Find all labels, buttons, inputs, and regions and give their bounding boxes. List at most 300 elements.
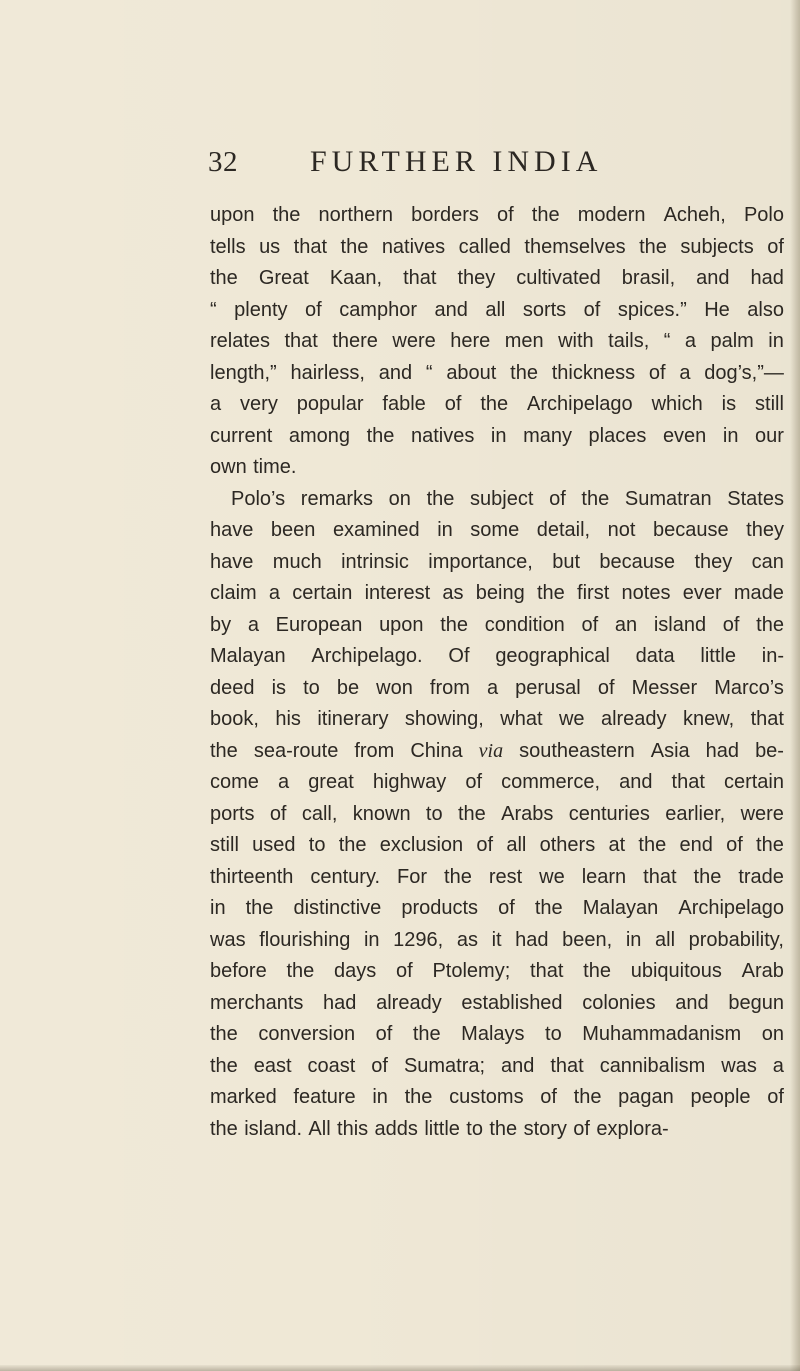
word: had [705, 739, 740, 762]
word: spices.” [617, 298, 687, 321]
word: the [210, 1023, 238, 1045]
word: in [437, 519, 453, 541]
word: deed [210, 676, 255, 699]
word: the [444, 865, 472, 888]
word: Polo [743, 204, 784, 226]
word: southeastern [519, 739, 635, 762]
word: Great [258, 267, 309, 289]
word: a [277, 771, 290, 793]
word: but [552, 550, 581, 573]
word: from [429, 676, 470, 699]
word: subjects [680, 235, 754, 258]
word: the [340, 235, 369, 258]
word: certain [723, 771, 784, 793]
word: and [619, 771, 653, 793]
word: of [498, 897, 515, 919]
word: Polo’s [231, 487, 286, 510]
word: For [397, 865, 428, 888]
word: probability, [688, 928, 784, 951]
word: of [767, 1086, 784, 1108]
word: us [259, 235, 281, 258]
word: examined [332, 519, 420, 541]
word: to [425, 802, 443, 825]
word: the [756, 834, 784, 856]
word: 1296, [393, 928, 444, 951]
word: they [746, 519, 784, 541]
word: centuries [568, 802, 650, 825]
word: “ [663, 330, 671, 352]
word: European [275, 613, 363, 636]
word: rest [488, 865, 523, 888]
word: colonies [582, 991, 656, 1014]
word: exclusion [379, 834, 464, 856]
word: Malayan [582, 897, 659, 919]
word: Archipelago [678, 897, 784, 919]
word: Asia [650, 739, 690, 762]
word: palm [710, 330, 754, 352]
word: because [652, 519, 729, 541]
word: China [410, 739, 463, 762]
word: what [500, 708, 543, 730]
word: it [491, 928, 502, 951]
word: already [376, 991, 442, 1014]
text-line [210, 1051, 784, 1083]
word: still [755, 393, 784, 415]
word: the [534, 897, 563, 919]
word: all [506, 834, 527, 856]
word: all [485, 298, 506, 321]
word: remarks [300, 487, 374, 510]
word: the [531, 204, 560, 226]
word: learn [581, 865, 627, 888]
word: in [768, 330, 784, 352]
word: He [704, 298, 730, 321]
word: of [305, 298, 322, 321]
word: the [457, 802, 486, 825]
word: themselves [524, 235, 626, 258]
word: a [772, 1054, 784, 1077]
word: knew, [682, 708, 735, 730]
word: in- [761, 645, 784, 667]
word: days [334, 960, 377, 982]
word: tells [210, 235, 246, 258]
word: Of [448, 645, 470, 667]
word: the [510, 361, 538, 384]
word: established [461, 991, 563, 1014]
word: known [352, 802, 411, 825]
word: highway [372, 771, 447, 793]
word: Archipelago [527, 393, 633, 415]
word: via [478, 739, 504, 762]
word: an [614, 613, 638, 636]
word: in [490, 424, 507, 447]
word: that [284, 330, 318, 352]
text-line [210, 452, 784, 484]
word: the [581, 487, 610, 510]
text-line [210, 893, 784, 925]
word: time. [253, 456, 297, 478]
word: we [558, 708, 585, 730]
text-line [210, 862, 784, 894]
word: in [372, 1086, 388, 1108]
word: because [599, 550, 676, 573]
word: were [392, 330, 436, 352]
word: northern [318, 204, 393, 226]
word: be- [755, 739, 784, 762]
word: the [639, 235, 667, 258]
word: of [269, 802, 287, 825]
word: distinctive [293, 897, 382, 919]
word: brasil, [621, 267, 676, 289]
word: thirteenth [210, 865, 294, 888]
word: camphor [339, 298, 417, 321]
text-line [210, 421, 784, 453]
word: of [465, 771, 483, 793]
word: of [371, 1054, 388, 1077]
text-line [210, 830, 784, 862]
body-text [210, 200, 784, 1145]
word: is [271, 676, 287, 699]
word: and [675, 991, 709, 1014]
word: All [308, 1117, 331, 1140]
word: earlier, [665, 802, 726, 825]
word: current [210, 424, 273, 447]
word: story [523, 1117, 567, 1140]
text-line [210, 232, 784, 264]
word: that [643, 865, 677, 888]
word: and [434, 298, 468, 321]
word: that [750, 708, 784, 730]
word: was [721, 1054, 757, 1077]
word: “ [425, 361, 433, 384]
word: on [388, 487, 411, 510]
word: the [693, 865, 722, 888]
word: great [308, 771, 354, 793]
text-line [210, 484, 784, 516]
word: that [530, 960, 564, 982]
word: of [767, 235, 784, 258]
word: called [458, 235, 511, 258]
word: a [247, 613, 259, 636]
word: of [597, 676, 615, 699]
word: all [655, 928, 676, 951]
word: showing, [404, 708, 484, 730]
word: Malays [461, 1023, 525, 1045]
word: perusal [515, 676, 581, 699]
page-number: 32 [208, 146, 238, 178]
word: Arab [741, 960, 784, 982]
word: used [252, 834, 296, 856]
word: men [504, 330, 544, 352]
word: intrinsic [341, 550, 409, 573]
word: of [444, 393, 462, 415]
word: little [424, 1117, 460, 1140]
word: here [450, 330, 491, 352]
word: tails, [608, 330, 650, 352]
word: even [662, 424, 707, 447]
word: the [440, 613, 469, 636]
word: condition [484, 613, 565, 636]
text-line [210, 1019, 784, 1051]
word: cannibalism [599, 1054, 706, 1077]
word: conversion [258, 1023, 356, 1045]
word: thickness [551, 361, 636, 384]
word: Sumatra; [403, 1054, 486, 1077]
running-head: FURTHER INDIA [310, 145, 603, 178]
text-line [210, 736, 784, 768]
word: the [210, 1117, 238, 1140]
page-edge-shadow [790, 0, 800, 1371]
word: that [403, 267, 437, 289]
word: of [375, 1023, 393, 1045]
word: States [727, 487, 784, 510]
word: a [268, 582, 281, 604]
word: Marco’s [714, 676, 784, 699]
word: much [272, 550, 322, 573]
word: of [648, 361, 666, 384]
word: many [523, 424, 572, 447]
word: been [270, 519, 316, 541]
word: the [272, 204, 301, 226]
word: of [722, 613, 740, 636]
text-line [210, 200, 784, 232]
word: of [497, 204, 514, 226]
word: places [588, 424, 647, 447]
word: commerce, [501, 771, 600, 793]
word: others [539, 834, 596, 856]
text-line [210, 956, 784, 988]
word: ports [210, 802, 255, 825]
word: as [442, 582, 464, 604]
word: be [336, 676, 360, 699]
word: had [515, 928, 549, 951]
word: at [608, 834, 626, 856]
word: Sumatran [624, 487, 712, 510]
word: a [210, 393, 222, 415]
word: can [751, 550, 784, 573]
word: geographical [495, 645, 610, 667]
word: natives [381, 235, 446, 258]
word: Archipelago. [311, 645, 423, 667]
word: hairless, [290, 361, 365, 384]
word: of [573, 1117, 590, 1140]
word: call, [301, 802, 338, 825]
page-header [208, 145, 708, 185]
word: products [401, 897, 479, 919]
word: ubiquitous [630, 960, 722, 982]
word: the [756, 613, 784, 636]
word: and [501, 1054, 535, 1077]
word: Malayan [210, 645, 286, 667]
word: of [549, 487, 566, 510]
word: to [545, 1023, 562, 1045]
word: the [210, 267, 238, 289]
text-line [210, 1114, 784, 1146]
word: customs [449, 1086, 524, 1108]
word: and [696, 267, 730, 289]
word: our [755, 424, 784, 447]
word: plenty [234, 298, 288, 321]
word: with [558, 330, 594, 352]
word: upon [379, 613, 424, 636]
word: some [470, 519, 520, 541]
word: coast [307, 1054, 356, 1077]
word: people [690, 1086, 751, 1108]
word: flourishing [259, 928, 351, 951]
word: is [721, 393, 737, 415]
word: we [539, 865, 565, 888]
text-line [210, 578, 784, 610]
word: Arabs [501, 802, 554, 825]
word: were [740, 802, 784, 825]
word: have [210, 550, 254, 573]
word: of [540, 1086, 557, 1108]
word: the [426, 487, 455, 510]
word: that [671, 771, 705, 793]
word: “ [210, 298, 217, 321]
text-line [210, 610, 784, 642]
word: begun [728, 991, 784, 1014]
word: subject [470, 487, 534, 510]
word: had [750, 267, 784, 289]
word: merchants [210, 991, 304, 1014]
word: east [253, 1054, 292, 1077]
word: of [726, 834, 743, 856]
word: made [733, 582, 784, 604]
word: about [446, 361, 497, 384]
word: feature [293, 1086, 356, 1108]
text-line [210, 641, 784, 673]
word: of [476, 834, 494, 856]
word: of [581, 613, 599, 636]
word: the [404, 1086, 433, 1108]
text-line [210, 547, 784, 579]
text-line [210, 988, 784, 1020]
word: upon [210, 204, 255, 226]
word: this [337, 1117, 369, 1140]
word: which [651, 393, 703, 415]
word: to [308, 834, 326, 856]
text-line [210, 673, 784, 705]
text-line [210, 326, 784, 358]
word: already [600, 708, 667, 730]
word: Ptolemy; [432, 960, 511, 982]
word: fable [382, 393, 426, 415]
word: there [332, 330, 378, 352]
word: before [210, 960, 267, 982]
word: century. [310, 865, 381, 888]
text-line [210, 263, 784, 295]
word: by [210, 613, 232, 636]
word: book, [210, 708, 259, 730]
word: and [378, 361, 413, 384]
word: itinerary [317, 708, 389, 730]
word: on [761, 1023, 784, 1045]
word: they [694, 550, 733, 573]
word: the [210, 739, 238, 762]
word: claim [210, 582, 257, 604]
word: the [366, 424, 395, 447]
word: adds [374, 1117, 418, 1140]
text-line [210, 799, 784, 831]
word: island. [244, 1117, 303, 1140]
word: to [466, 1117, 483, 1140]
word: of [583, 298, 601, 321]
word: that [293, 235, 328, 258]
word: have [210, 519, 254, 541]
text-line [210, 515, 784, 547]
text-line [210, 925, 784, 957]
word: Muhammadanism [582, 1023, 742, 1045]
word: explora- [596, 1117, 669, 1140]
word: a [679, 361, 691, 384]
word: the [480, 393, 509, 415]
word: sea-route [253, 739, 339, 762]
word: in [363, 928, 380, 951]
word: trade [738, 865, 784, 888]
word: won [376, 676, 413, 699]
word: data [635, 645, 675, 667]
word: the [338, 834, 367, 856]
word: Messer [631, 676, 698, 699]
text-line [210, 295, 784, 327]
word: also [747, 298, 784, 321]
word: a [486, 676, 499, 699]
word: marked [210, 1086, 277, 1108]
word: importance, [428, 550, 533, 573]
word: the [583, 960, 611, 982]
word: modern [577, 204, 646, 226]
word: of [396, 960, 413, 982]
word: from [354, 739, 395, 762]
word: very [240, 393, 278, 415]
word: island [653, 613, 707, 636]
word: little [700, 645, 736, 667]
word: Acheh, [663, 204, 726, 226]
word: had [323, 991, 357, 1014]
word: Kaan, [329, 267, 383, 289]
page-bottom-edge [0, 1365, 800, 1371]
text-line [210, 767, 784, 799]
word: notes [621, 582, 671, 604]
word: first [577, 582, 610, 604]
word: interest [364, 582, 431, 604]
word: come [210, 771, 259, 793]
word: natives [410, 424, 475, 447]
word: the [210, 1054, 238, 1077]
word: being [475, 582, 525, 604]
word: been, [562, 928, 613, 951]
text-line [210, 1082, 784, 1114]
word: the [489, 1117, 518, 1140]
word: the [245, 897, 274, 919]
word: as [456, 928, 478, 951]
word: detail, [536, 519, 591, 541]
word: the [536, 582, 565, 604]
word: relates [210, 330, 271, 352]
word: certain [292, 582, 353, 604]
word: sorts [522, 298, 567, 321]
text-line [210, 358, 784, 390]
word: the [573, 1086, 602, 1108]
word: not [607, 519, 636, 541]
word: among [288, 424, 350, 447]
word: his [275, 708, 301, 730]
word: the [412, 1023, 441, 1045]
word: borders [411, 204, 479, 226]
word: ever [682, 582, 722, 604]
word: in [210, 897, 226, 919]
